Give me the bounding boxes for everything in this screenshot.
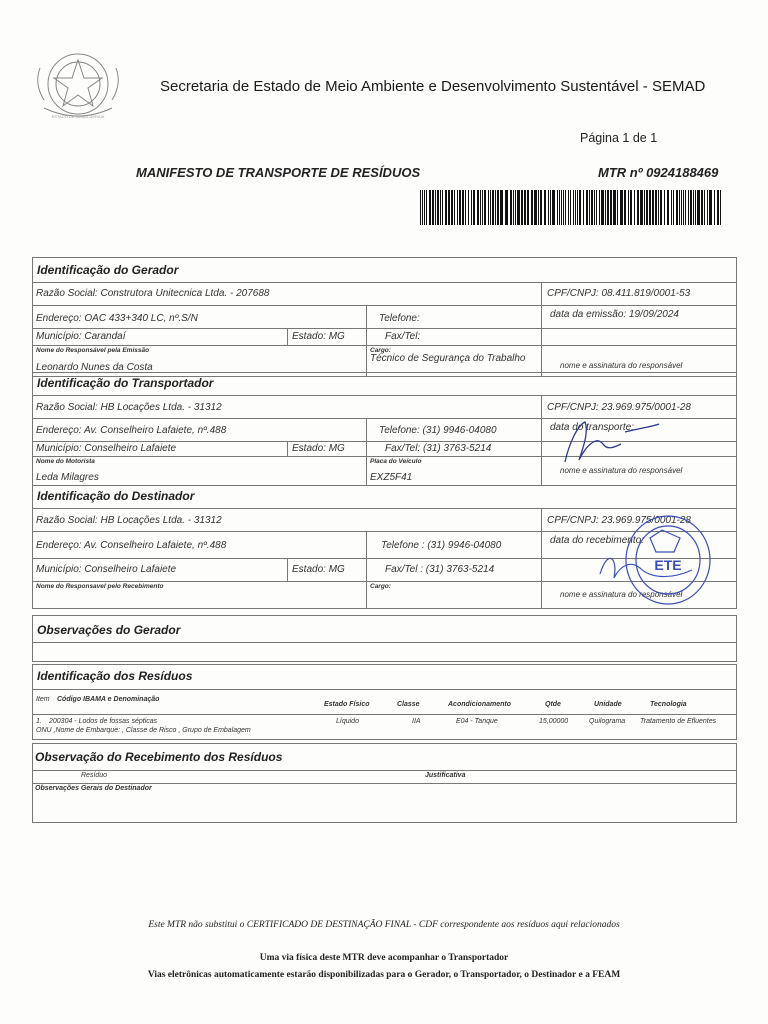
barcode-bar [591,190,593,225]
barcode-bar [717,190,719,225]
barcode-bar [442,190,443,225]
barcode-bar [559,190,560,225]
barcode-bar [610,190,612,225]
barcode-bar [599,190,600,225]
barcode-bar [646,190,648,225]
barcode-bar [505,190,508,225]
residuo-tecnologia: Tratamento de Efluentes [640,718,717,725]
th-item: Item [36,696,50,703]
barcode-bar [714,190,715,225]
barcode-bar [424,190,425,225]
gerador-razao: Razão Social: Construtora Unitecnica Ltda. - 207688 [36,288,270,299]
transportador-razao: Razão Social: HB Locações Ltda. - 31312 [36,402,222,413]
barcode-bar [658,190,659,225]
barcode-bar [628,190,629,225]
barcode-bar [482,190,483,225]
barcode-bar [462,190,464,225]
recebimento-title: Observação do Recebimento dos Resíduos [35,750,283,764]
transporter-signature [555,414,685,470]
th-codigo: Código IBAMA e Denominação [57,696,160,703]
barcode-bar [594,190,595,225]
barcode-bar [422,190,423,225]
destinador-cargo-label: Cargo: [370,583,391,590]
barcode [420,190,723,225]
barcode-bar [468,190,469,225]
destinador-cnpj: CPF/CNPJ: 23.969.975/0001-28 [547,515,691,526]
state-seal-logo [30,48,128,120]
barcode-bar [495,190,496,225]
destinador-telefone: Telefone : (31) 9946-04080 [381,540,502,551]
th-residuo: Resíduo [81,772,108,779]
barcode-bar [527,190,529,225]
barcode-bar [473,190,475,225]
barcode-bar [681,190,682,225]
residuo-acond: E04 - Tanque [456,718,498,725]
barcode-bar [701,190,703,225]
transport-copy-notice: Uma via física deste MTR deve acompanhar o Transportador [259,953,509,963]
barcode-bar [617,190,618,225]
residuo-row [33,715,736,740]
destinador-estado: Estado: MG [292,564,345,575]
th-acond: Acondicionamento [448,701,512,708]
barcode-bar [586,190,588,225]
destinador-razao: Razão Social: HB Locações Ltda. - 31312 [36,515,222,526]
transportador-estado: Estado: MG [292,443,345,454]
barcode-bar [534,190,537,225]
residuo-estado: Líquido [336,718,359,725]
gerador-endereco: Endereço: OAC 433+340 LC, nº.S/N [36,313,198,324]
residuo-qtde: 15,00000 [539,718,569,725]
svg-text:ESTADO DE MINAS GERAIS: ESTADO DE MINAS GERAIS [51,114,105,119]
barcode-bar [697,190,700,225]
barcode-bar [432,190,434,225]
barcode-bar [457,190,458,225]
barcode-bar [579,190,581,225]
gerador-fax: Fax/Tel: [385,331,421,342]
transportador-telefone: Telefone: (31) 9946-04080 [379,425,497,436]
placa-label: Placa do Veículo [370,458,422,465]
document-title: MANIFESTO DE TRANSPORTE DE RESÍDUOS [136,165,421,180]
barcode-bar [420,190,421,225]
barcode-bar [704,190,705,225]
barcode-bar [685,190,686,225]
gerador-municipio: Município: Carandaí [36,331,126,342]
th-unidade: Unidade [594,701,622,708]
barcode-bar [540,190,542,225]
barcode-bar [589,190,590,225]
barcode-bar [440,190,441,225]
barcode-bar [667,190,669,225]
motorista-label: Nome do Motorista [36,458,95,465]
residuos-header-row [33,690,736,715]
th-tecnologia: Tecnologia [650,701,687,708]
barcode-bar [652,190,654,225]
barcode-bar [426,190,427,225]
placa-veiculo: EXZ5F41 [370,472,413,483]
transportador-data: data do transporte: [550,422,634,433]
residuo-classe: IIA [412,718,421,725]
barcode-bar [490,190,491,225]
transportador-cnpj: CPF/CNPJ: 23.969.975/0001-28 [547,402,691,413]
barcode-bar [596,190,597,225]
destinador-resp-label: Nome do Responsavel pelo Recebimento [36,583,164,590]
barcode-bar [517,190,520,225]
gerador-section [32,257,737,377]
barcode-bar [429,190,431,225]
residuo-codigo: 200304 - Lodos de fossas sépticas [49,718,158,725]
gerador-estado: Estado: MG [292,331,345,342]
transportador-assinatura-label: nome e assinatura do responsável [560,466,683,475]
residuo-onu: ONU ,Nome de Embarque: , Classe de Risco , Grupo de Embalagem [36,727,251,734]
barcode-bar [709,190,712,225]
destinador-data: data do recebimento: [550,535,644,546]
destinador-title: Identificação do Destinador [37,489,195,503]
transportador-title: Identificação do Transportador [37,376,214,390]
barcode-bar [695,190,696,225]
receiver-stamp [580,508,720,606]
gerador-cnpj: CPF/CNPJ: 08.411.819/0001-53 [547,288,691,299]
barcode-bar [459,190,461,225]
barcode-bar [538,190,539,225]
barcode-bar [707,190,708,225]
barcode-bar [640,190,643,225]
th-estado: Estado Físico [324,701,370,708]
barcode-bar [565,190,566,225]
gerador-cargo: Técnico de Segurança do Trabalho [370,353,526,364]
barcode-bar [552,190,555,225]
barcode-bar [577,190,578,225]
barcode-bar [480,190,481,225]
barcode-bar [451,190,453,225]
destinador-endereco: Endereço: Av. Conselheiro Lafaiete, nº.488 [36,540,227,551]
barcode-bar [561,190,562,225]
barcode-bar [492,190,494,225]
barcode-bar [660,190,662,225]
barcode-bar [613,190,616,225]
barcode-bar [548,190,549,225]
destinador-municipio: Município: Conselheiro Lafaiete [36,564,177,575]
gerador-responsavel: Leonardo Nunes da Costa [36,362,153,373]
barcode-bar [531,190,533,225]
barcode-bar [484,190,486,225]
th-classe: Classe [397,701,420,708]
barcode-bar [634,190,635,225]
destinador-assinatura-label: nome e assinatura do responsável [560,590,683,599]
th-qtde: Qtde [545,701,561,708]
cdf-notice: Este MTR não substitui o CERTIFICADO DE DESTINAÇÃO FINAL - CDF correspondente aos resíduos aqui relacionados [148,920,620,930]
barcode-bar [676,190,678,225]
barcode-bar [607,190,609,225]
barcode-bar [644,190,645,225]
barcode-bar [570,190,571,225]
barcode-bar [605,190,606,225]
residuo-unidade: Quilograma [589,718,626,725]
barcode-bar [568,190,569,225]
barcode-bar [515,190,516,225]
mtr-number: MTR nº 0924188469 [598,165,719,180]
barcode-bar [477,190,479,225]
gerador-resp-label: Nome do Responsável pela Emissão [36,347,150,354]
electronic-copy-notice: Vias eletrônicas automaticamente estarão disponibilizadas para o Gerador, o Transportador, o Destinador e a FEAM [147,970,621,980]
barcode-bar [637,190,639,225]
barcode-bar [557,190,558,225]
barcode-bar [575,190,576,225]
barcode-bar [649,190,651,225]
barcode-bar [437,190,439,225]
gerador-assinatura-label: nome e assinatura do responsável [560,361,683,370]
barcode-bar [620,190,623,225]
gerador-cargo-label: Cargo: [370,347,391,354]
residuos-section [32,664,737,740]
barcode-bar [448,190,450,225]
obs-destinador-label: Observações Gerais do Destinador [35,785,152,792]
transportador-endereco: Endereço: Av. Conselheiro Lafaiete, nº.488 [36,425,227,436]
barcode-bar [630,190,632,225]
barcode-bar [563,190,564,225]
page-number: Página 1 de 1 [580,131,658,145]
barcode-bar [510,190,512,225]
barcode-bar [500,190,503,225]
barcode-bar [655,190,657,225]
stamp-text: ETE [654,557,682,573]
gerador-data: data da emissão: 19/09/2024 [550,309,679,320]
barcode-bar [524,190,526,225]
gerador-title: Identificação do Gerador [37,263,179,277]
destinador-fax: Fax/Tel : (31) 3763-5214 [385,564,495,575]
residuo-item: 1. [36,718,42,725]
barcode-bar [454,190,455,225]
transportador-fax: Fax/Tel: (31) 3763-5214 [385,443,492,454]
observacoes-section [32,615,737,662]
barcode-bar [673,190,674,225]
transportador-municipio: Município: Conselheiro Lafaiete [36,443,177,454]
observacoes-title: Observações do Gerador [37,623,181,637]
recebimento-section [32,743,737,823]
agency-name: Secretaria de Estado de Meio Ambiente e Desenvolvimento Sustentável - SEMAD [160,78,706,95]
barcode-bar [601,190,604,225]
barcode-bar [624,190,626,225]
barcode-bar [435,190,436,225]
barcode-bar [573,190,574,225]
barcode-bar [471,190,472,225]
barcode-bar [583,190,584,225]
barcode-bar [488,190,489,225]
barcode-bar [693,190,694,225]
th-justificativa: Justificativa [425,772,466,779]
barcode-bar [690,190,692,225]
barcode-bar [671,190,672,225]
barcode-bar [550,190,551,225]
barcode-bar [679,190,680,225]
barcode-bar [720,190,721,225]
barcode-bar [544,190,546,225]
barcode-bar [513,190,514,225]
gerador-telefone: Telefone: [379,313,420,324]
barcode-bar [445,190,447,225]
barcode-bar [664,190,665,225]
residuos-title: Identificação dos Resíduos [37,669,193,683]
barcode-bar [497,190,499,225]
barcode-bar [465,190,466,225]
barcode-bar [683,190,684,225]
motorista-nome: Leda Milagres [36,472,99,483]
barcode-bar [688,190,689,225]
barcode-bar [521,190,523,225]
